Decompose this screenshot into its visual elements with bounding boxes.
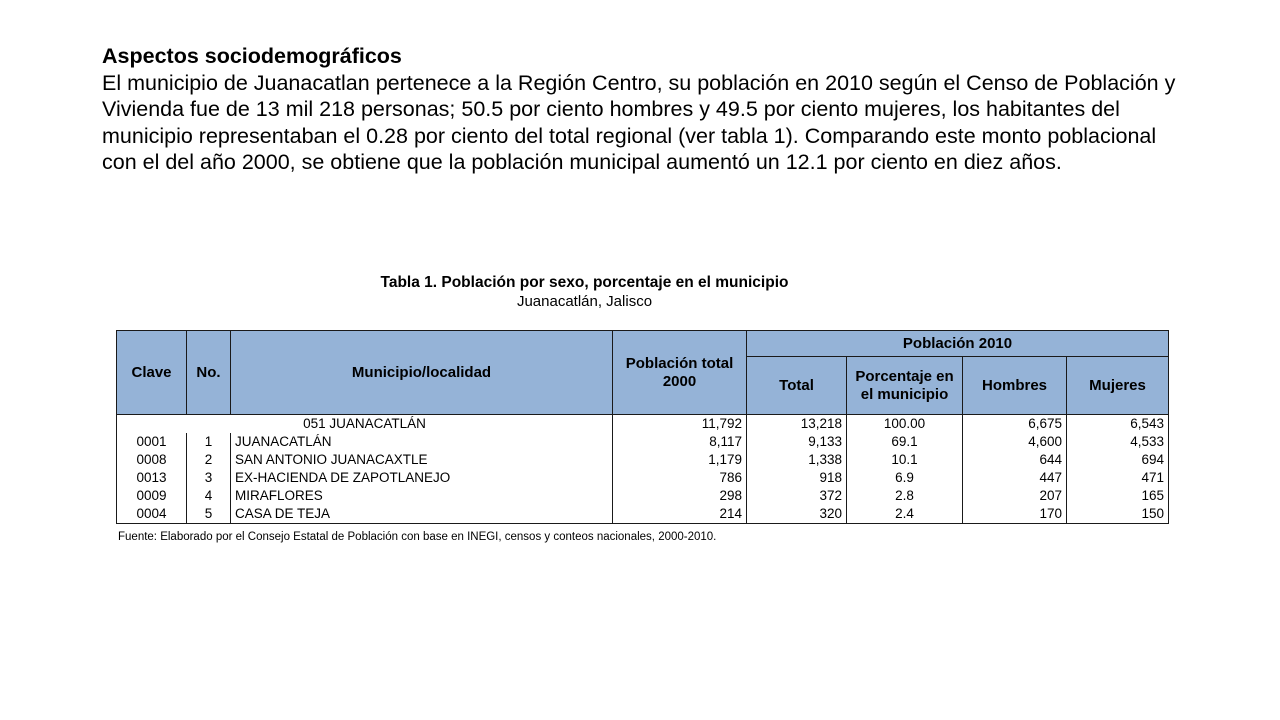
cell-porcentaje: 2.4: [847, 505, 963, 524]
cell-clave: 0013: [117, 469, 187, 487]
cell-total: 918: [747, 469, 847, 487]
total-row-porcentaje: 100.00: [847, 415, 963, 434]
cell-pob2000: 1,179: [613, 451, 747, 469]
table-source-note: Fuente: Elaborado por el Consejo Estatal de Población con base en INEGI, censos y conteos nacionales, 2000-2010.: [118, 531, 717, 543]
cell-total: 1,338: [747, 451, 847, 469]
cell-localidad: CASA DE TEJA: [231, 505, 613, 524]
cell-localidad: JUANACATLÁN: [231, 433, 613, 451]
intro-paragraph: El municipio de Juanacatlan pertenece a la Región Centro, su población en 2010 según el Censo de Población y Vivienda fue de 13 mil 218 personas; 50.5 por ciento hombres y 49.5 por ciento mujeres, los habitantes del municipio representaban el 0.28 por ciento del total regional (ver tabla 1). Comparando este monto poblacional con el del año 2000, se obtiene que la población municipal aumentó un 12.1 por ciento en diez años.: [102, 70, 1176, 174]
cell-hombres: 447: [963, 469, 1067, 487]
table-row: [117, 487, 1169, 505]
cell-hombres: 644: [963, 451, 1067, 469]
header-hombres: Hombres: [963, 357, 1067, 415]
table-row: [117, 505, 1169, 524]
cell-localidad: MIRAFLORES: [231, 487, 613, 505]
header-no: No.: [187, 331, 231, 415]
total-row-mujeres: 6,543: [1067, 415, 1169, 434]
cell-hombres: 207: [963, 487, 1067, 505]
cell-porcentaje: 10.1: [847, 451, 963, 469]
cell-mujeres: 150: [1067, 505, 1169, 524]
header-clave: Clave: [117, 331, 187, 415]
cell-localidad: SAN ANTONIO JUANACAXTLE: [231, 451, 613, 469]
cell-porcentaje: 69.1: [847, 433, 963, 451]
total-row-total: 13,218: [747, 415, 847, 434]
section-heading: Aspectos sociodemográficos: [102, 44, 402, 68]
cell-clave: 0008: [117, 451, 187, 469]
cell-hombres: 4,600: [963, 433, 1067, 451]
cell-localidad: EX-HACIENDA DE ZAPOTLANEJO: [231, 469, 613, 487]
cell-clave: 0009: [117, 487, 187, 505]
cell-total: 320: [747, 505, 847, 524]
cell-no: 1: [187, 433, 231, 451]
header-mujeres: Mujeres: [1067, 357, 1169, 415]
cell-pob2000: 298: [613, 487, 747, 505]
cell-no: 3: [187, 469, 231, 487]
cell-mujeres: 694: [1067, 451, 1169, 469]
header-poblacion-2000: Población total 2000: [613, 331, 747, 415]
cell-no: 4: [187, 487, 231, 505]
intro-text-block: [102, 43, 1192, 176]
total-row-hombres: 6,675: [963, 415, 1067, 434]
cell-total: 9,133: [747, 433, 847, 451]
cell-porcentaje: 2.8: [847, 487, 963, 505]
cell-pob2000: 8,117: [613, 433, 747, 451]
header-poblacion-2010: Población 2010: [747, 331, 1169, 357]
cell-mujeres: 4,533: [1067, 433, 1169, 451]
table-row-total: [117, 415, 1169, 434]
cell-clave: 0004: [117, 505, 187, 524]
cell-hombres: 170: [963, 505, 1067, 524]
cell-no: 5: [187, 505, 231, 524]
cell-mujeres: 471: [1067, 469, 1169, 487]
table-row: [117, 433, 1169, 451]
cell-mujeres: 165: [1067, 487, 1169, 505]
cell-pob2000: 214: [613, 505, 747, 524]
total-row-pob2000: 11,792: [613, 415, 747, 434]
table-row: [117, 451, 1169, 469]
cell-porcentaje: 6.9: [847, 469, 963, 487]
table-subtitle: Juanacatlán, Jalisco: [516, 293, 653, 310]
header-porcentaje: Porcentaje en el municipio: [847, 357, 963, 415]
cell-pob2000: 786: [613, 469, 747, 487]
table-title: Tabla 1. Población por sexo, porcentaje en el municipio: [380, 274, 789, 291]
cell-clave: 0001: [117, 433, 187, 451]
cell-total: 372: [747, 487, 847, 505]
cell-no: 2: [187, 451, 231, 469]
population-table: [116, 330, 1169, 524]
table-row: [117, 469, 1169, 487]
header-municipio: Municipio/localidad: [231, 331, 613, 415]
header-total: Total: [747, 357, 847, 415]
total-row-label: 051 JUANACATLÁN: [117, 415, 613, 434]
